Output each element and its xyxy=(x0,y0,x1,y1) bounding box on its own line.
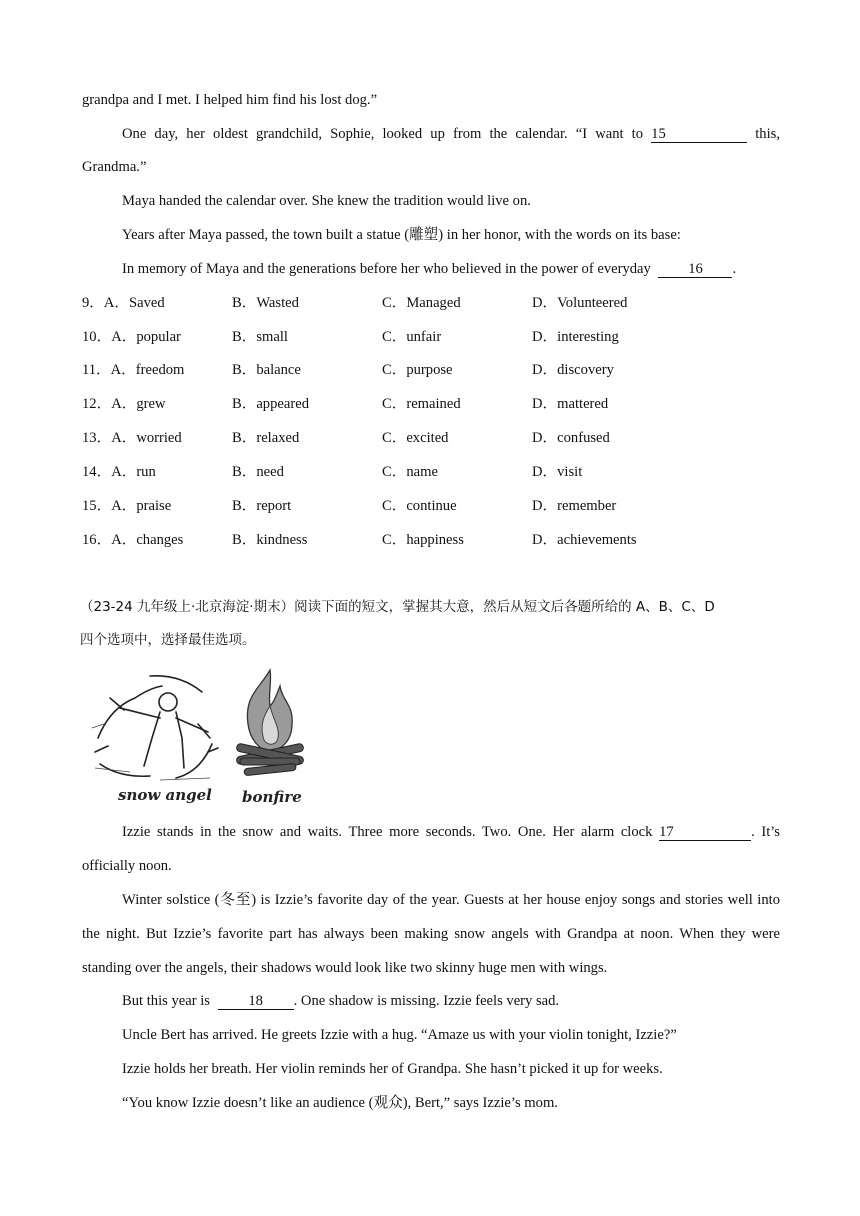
paragraph-maya: Maya handed the calendar over. She knew the tradition would live on. xyxy=(122,193,531,209)
option-d[interactable]: D．discovery xyxy=(532,362,614,378)
paragraph-memory xyxy=(82,259,780,279)
blank-16[interactable]: 16 xyxy=(658,261,732,278)
option-d[interactable]: D．visit xyxy=(532,464,583,480)
text-run: . xyxy=(732,261,737,277)
option-d[interactable]: D．remember xyxy=(532,498,617,514)
option-c[interactable]: C．name xyxy=(382,464,438,480)
option-b[interactable]: B．small xyxy=(232,329,288,345)
paragraph-line: grandpa and I met. I helped him find his lost dog.” xyxy=(82,92,378,108)
text-run: . It’s xyxy=(751,824,780,840)
option-a[interactable]: 15．A．praise xyxy=(82,498,172,514)
bonfire-caption: bonfire xyxy=(242,788,302,806)
option-row xyxy=(82,462,780,482)
option-row xyxy=(82,360,780,380)
story-line: standing over the angels, their shadows would look like two skinny huge men with wings. xyxy=(82,960,608,976)
text-run: But this year is xyxy=(122,993,210,1009)
option-a[interactable]: 10．A．popular xyxy=(82,329,181,345)
option-d[interactable]: D．Volunteered xyxy=(532,295,628,311)
option-c[interactable]: C．unfair xyxy=(382,329,442,345)
option-a[interactable]: 16．A．changes xyxy=(82,532,184,548)
text-run: this, xyxy=(755,126,780,142)
blank-15[interactable]: 15 xyxy=(651,126,747,143)
story-paragraph: Uncle Bert has arrived. He greets Izzie with a hug. “Amaze us with your violin tonight, Izzie?” xyxy=(122,1027,677,1043)
option-row xyxy=(82,327,780,347)
option-row xyxy=(82,496,780,516)
option-b[interactable]: B．Wasted xyxy=(232,295,299,311)
story-paragraph: Winter solstice (冬至) is Izzie’s favorite day of the year. Guests at her house enjoy songs and stories well into xyxy=(122,892,780,908)
paragraph-sophie xyxy=(82,124,780,144)
option-row xyxy=(82,394,780,414)
illustrations xyxy=(90,664,310,809)
option-d[interactable]: D．confused xyxy=(532,430,610,446)
story-paragraph xyxy=(82,991,780,1011)
option-b[interactable]: B．balance xyxy=(232,362,301,378)
option-a[interactable]: 11．A．freedom xyxy=(82,362,185,378)
section-intro: 四个选项中，选择最佳选项。 xyxy=(80,632,256,648)
option-b[interactable]: B．need xyxy=(232,464,284,480)
section-intro: （23-24 九年级上·北京海淀·期末）阅读下面的短文，掌握其大意，然后从短文后各题所给的 A、B、C、D xyxy=(80,599,715,615)
option-c[interactable]: C．excited xyxy=(382,430,449,446)
text-run: Izzie stands in the snow and waits. Three more seconds. Two. One. Her alarm clock xyxy=(122,824,653,840)
option-row xyxy=(82,293,780,313)
snow-angel-image xyxy=(90,668,220,788)
text-run: . One shadow is missing. Izzie feels very sad. xyxy=(293,993,560,1009)
option-a[interactable]: 14．A．run xyxy=(82,464,156,480)
blank-17[interactable]: 17 xyxy=(659,824,751,841)
option-c[interactable]: C．Managed xyxy=(382,295,461,311)
story-paragraph: “You know Izzie doesn’t like an audience (观众), Bert,” says Izzie’s mom. xyxy=(122,1095,558,1111)
option-d[interactable]: D．mattered xyxy=(532,396,609,412)
option-row xyxy=(82,428,780,448)
paragraph-line: Grandma.” xyxy=(82,159,147,175)
option-a[interactable]: 9．A．Saved xyxy=(82,295,165,311)
text-run: One day, her oldest grandchild, Sophie, looked up from the calendar. “I want to xyxy=(122,126,644,142)
option-c[interactable]: C．continue xyxy=(382,498,457,514)
text-run: In memory of Maya and the generations before her who believed in the power of everyday xyxy=(122,261,651,277)
option-row xyxy=(82,530,780,550)
option-d[interactable]: D．achievements xyxy=(532,532,637,548)
paragraph-statue: Years after Maya passed, the town built a statue (雕塑) in her honor, with the words on its base: xyxy=(122,227,681,243)
option-a[interactable]: 12．A．grew xyxy=(82,396,166,412)
option-c[interactable]: C．happiness xyxy=(382,532,464,548)
option-b[interactable]: B．report xyxy=(232,498,292,514)
story-paragraph xyxy=(82,822,780,842)
option-c[interactable]: C．remained xyxy=(382,396,461,412)
blank-18[interactable]: 18 xyxy=(218,993,294,1010)
bonfire-image xyxy=(230,666,310,781)
option-b[interactable]: B．kindness xyxy=(232,532,308,548)
story-line: officially noon. xyxy=(82,858,172,874)
option-a[interactable]: 13．A．worried xyxy=(82,430,182,446)
option-b[interactable]: B．relaxed xyxy=(232,430,300,446)
story-paragraph: Izzie holds her breath. Her violin reminds her of Grandpa. She hasn’t picked it up for weeks. xyxy=(122,1061,663,1077)
story-line: the night. But Izzie’s favorite part has always been making snow angels with Grandpa at noon. When they were xyxy=(82,926,780,942)
option-d[interactable]: D．interesting xyxy=(532,329,619,345)
option-c[interactable]: C．purpose xyxy=(382,362,453,378)
snow-angel-caption: snow angel xyxy=(118,786,212,804)
option-b[interactable]: B．appeared xyxy=(232,396,309,412)
